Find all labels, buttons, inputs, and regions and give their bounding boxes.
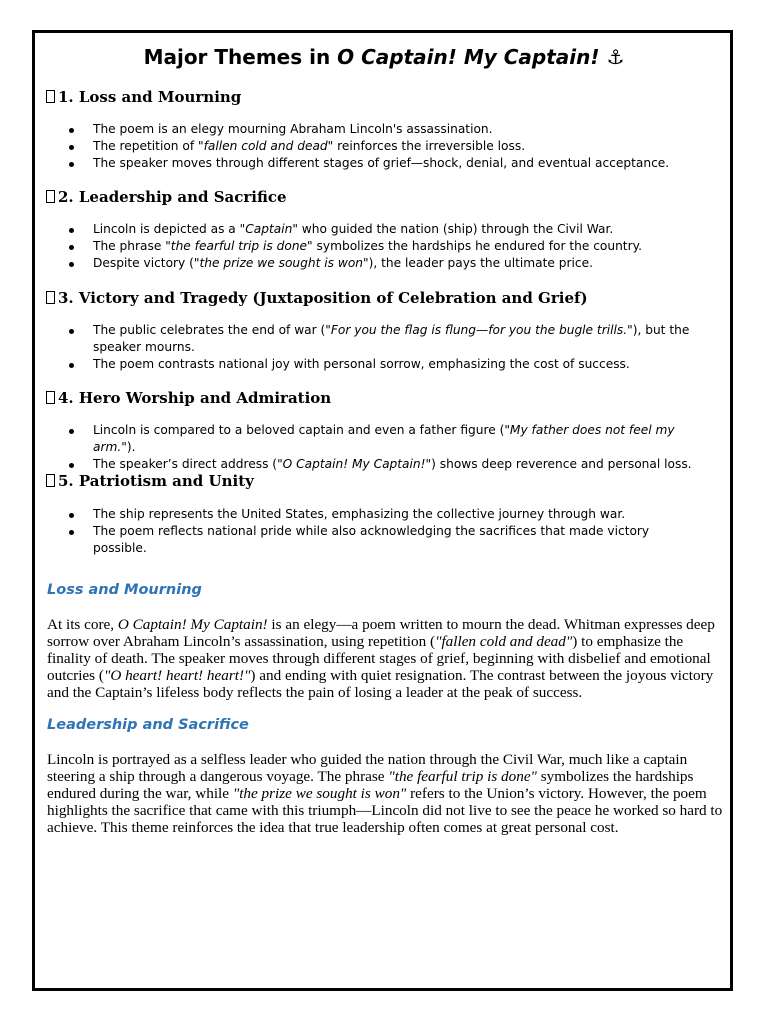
missing-glyph-icon — [46, 291, 55, 304]
section-list-patriotism — [46, 506, 706, 556]
missing-glyph-icon — [46, 391, 55, 404]
section-list-loss — [46, 121, 706, 171]
section-heading-victory: 3. Victory and Tragedy (Juxtaposition of Celebration and Grief) — [46, 289, 588, 307]
list-item: Lincoln is compared to a beloved captain and even a father figure ("My father does not feel my arm."). — [46, 422, 706, 456]
list-item: The speaker’s direct address ("O Captain! My Captain!") shows deep reverence and personal loss. — [46, 456, 706, 473]
section-list-victory — [46, 322, 706, 372]
list-item: The public celebrates the end of war ("For you the flag is flung—for you the bugle trills."), but the speaker mourns. — [46, 322, 706, 356]
essay-paragraph-leadership: Lincoln is portrayed as a selfless leader who guided the nation through the Civil War, much like a captain steering a ship through a dangerous voyage. The phrase "the fearful trip is done" symbolizes the hardships endured during the war, while "the prize we sought is won" refers to the Union’s victory. However, the poem highlights the sacrifice that came with this triumph—Lincoln did not live to see the peace he worked so hard to achieve. This theme reinforces the idea that true leadership often comes at great personal cost. — [47, 751, 723, 836]
section-heading-loss: 1. Loss and Mourning — [46, 88, 241, 106]
list-item: The repetition of "fallen cold and dead" reinforces the irreversible loss. — [46, 138, 706, 155]
list-item: The poem reflects national pride while also acknowledging the sacrifices that made victory possible. — [46, 523, 706, 557]
section-heading-leadership: 2. Leadership and Sacrifice — [46, 188, 287, 206]
section-heading-patriotism: 5. Patriotism and Unity — [46, 472, 254, 490]
essay-heading-leadership: Leadership and Sacrifice — [47, 717, 249, 733]
missing-glyph-icon — [46, 190, 55, 203]
section-heading-hero: 4. Hero Worship and Admiration — [46, 389, 331, 407]
list-item: Despite victory ("the prize we sought is won"), the leader pays the ultimate price. — [46, 255, 706, 272]
missing-glyph-icon — [46, 90, 55, 103]
list-item: The poem is an elegy mourning Abraham Lincoln's assassination. — [46, 121, 706, 138]
list-item: Lincoln is depicted as a "Captain" who guided the nation (ship) through the Civil War. — [46, 221, 706, 238]
list-item: The poem contrasts national joy with personal sorrow, emphasizing the cost of success. — [46, 356, 706, 373]
list-item: The speaker moves through different stages of grief—shock, denial, and eventual acceptance. — [46, 155, 706, 172]
section-list-leadership — [46, 221, 706, 271]
section-list-hero — [46, 422, 706, 472]
list-item: The phrase "the fearful trip is done" symbolizes the hardships he endured for the country. — [46, 238, 706, 255]
missing-glyph-icon — [46, 474, 55, 487]
essay-paragraph-loss: At its core, O Captain! My Captain! is an elegy—a poem written to mourn the dead. Whitman expresses deep sorrow over Abraham Lincoln’s assassination, using repetition ("fallen cold and dead") to emphasize the finality of death. The speaker moves through different stages of grief, beginning with disbelief and emotional outcries ("O heart! heart! heart!") and ending with quiet resignation. The contrast between the joyous victory and the Captain’s lifeless body reflects the pain of losing a leader at the peak of success. — [47, 616, 715, 701]
page-title: Major Themes in O Captain! My Captain! ⚓ — [143, 45, 625, 69]
list-item: The ship represents the United States, emphasizing the collective journey through war. — [46, 506, 706, 523]
essay-heading-loss: Loss and Mourning — [47, 582, 202, 598]
